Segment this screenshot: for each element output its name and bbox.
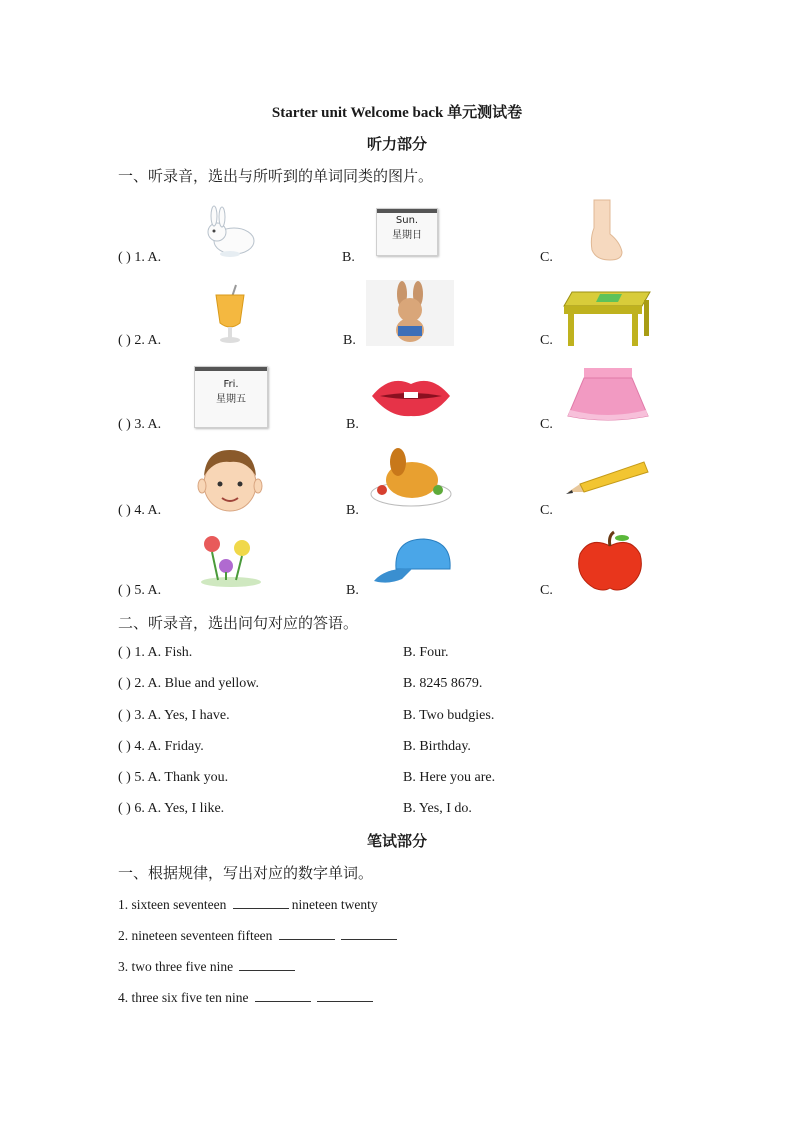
p1-q1-c: C. — [540, 250, 553, 265]
p2-q6-b: B. Yes, I do. — [403, 801, 472, 816]
p1-q4-c: C. — [540, 503, 553, 518]
mouth-icon — [370, 372, 452, 420]
boy-face-icon — [196, 446, 264, 514]
p2-q3-b: B. Two budgies. — [403, 708, 495, 723]
p3-item-2 — [118, 927, 400, 944]
juice-icon — [210, 283, 250, 345]
answer-blank[interactable] — [239, 958, 295, 971]
skirt-icon — [566, 366, 650, 424]
answer-blank[interactable] — [341, 927, 397, 940]
p2-q1-a: ( ) 1. A. Fish. — [118, 645, 193, 660]
part2-instruction: 二、听录音，选出问句对应的答语。 — [118, 614, 359, 632]
page-title: Starter unit Welcome back 单元测试卷 — [271, 105, 523, 121]
p1-q4-label: ( ) 4. A. — [118, 503, 162, 518]
p2-q3-a: ( ) 3. A. Yes, I have. — [118, 708, 230, 723]
p2-q5-a: ( ) 5. A. Thank you. — [118, 770, 229, 785]
apple-icon — [574, 530, 646, 592]
calendar-friday-icon — [194, 366, 268, 428]
answer-blank[interactable] — [255, 989, 311, 1002]
desk-icon — [562, 286, 654, 348]
calendar-day: Sun. — [395, 215, 419, 226]
answer-blank[interactable] — [317, 989, 373, 1002]
part1-instruction: 一、听录音，选出与所听到的单词同类的图片。 — [118, 167, 434, 185]
p1-q5-b: B. — [346, 583, 359, 598]
p2-q4-b: B. Birthday. — [403, 739, 471, 754]
p1-q2-b: B. — [343, 333, 356, 348]
listening-heading: 听力部分 — [366, 135, 427, 153]
p1-q1-label: ( ) 1. A. — [118, 250, 162, 265]
foot-icon — [584, 198, 628, 262]
p2-q1-b: B. Four. — [403, 645, 449, 660]
pencil-icon — [564, 458, 650, 496]
calendar-cn: 星期日 — [392, 230, 422, 241]
p1-q1-b: B. — [342, 250, 355, 265]
calendar-sunday-icon — [376, 208, 438, 256]
p3-item-2-pre: 2. nineteen seventeen fifteen — [118, 928, 273, 943]
answer-blank[interactable] — [233, 896, 289, 909]
p2-q5-b: B. Here you are. — [403, 770, 496, 785]
answer-blank[interactable] — [279, 927, 335, 940]
p2-q6-a: ( ) 6. A. Yes, I like. — [118, 801, 225, 816]
p3-item-1-post: nineteen twenty — [291, 897, 378, 912]
flowers-icon — [198, 532, 264, 588]
p1-q3-c: C. — [540, 417, 553, 432]
p3-item-4 — [118, 989, 376, 1006]
rabbit-icon — [200, 205, 262, 259]
p3-item-3-pre: 3. two three five nine — [118, 959, 234, 974]
p2-q4-a: ( ) 4. A. Friday. — [118, 739, 204, 754]
p1-q3-b: B. — [346, 417, 359, 432]
p2-q2-a: ( ) 2. A. Blue and yellow. — [118, 676, 260, 691]
cap-icon — [372, 535, 454, 587]
p1-q2-c: C. — [540, 333, 553, 348]
part3-instruction: 一、根据规律，写出对应的数字单词。 — [118, 864, 374, 882]
p3-item-3 — [118, 958, 298, 975]
p3-item-1 — [118, 896, 378, 913]
p1-q3-label: ( ) 3. A. — [118, 417, 162, 432]
p3-item-4-pre: 4. three six five ten nine — [118, 990, 249, 1005]
p1-q5-label: ( ) 5. A. — [118, 583, 162, 598]
p1-q4-b: B. — [346, 503, 359, 518]
toy-rabbit-icon — [366, 280, 454, 346]
p3-item-1-pre: 1. sixteen seventeen — [118, 897, 227, 912]
calendar-day: Fri. — [223, 379, 239, 390]
p2-q2-b: B. 8245 8679. — [403, 676, 483, 691]
writing-heading: 笔试部分 — [366, 832, 427, 850]
calendar-cn: 星期五 — [216, 394, 246, 405]
p1-q2-label: ( ) 2. A. — [118, 333, 162, 348]
p1-q5-c: C. — [540, 583, 553, 598]
roast-chicken-icon — [368, 444, 454, 510]
